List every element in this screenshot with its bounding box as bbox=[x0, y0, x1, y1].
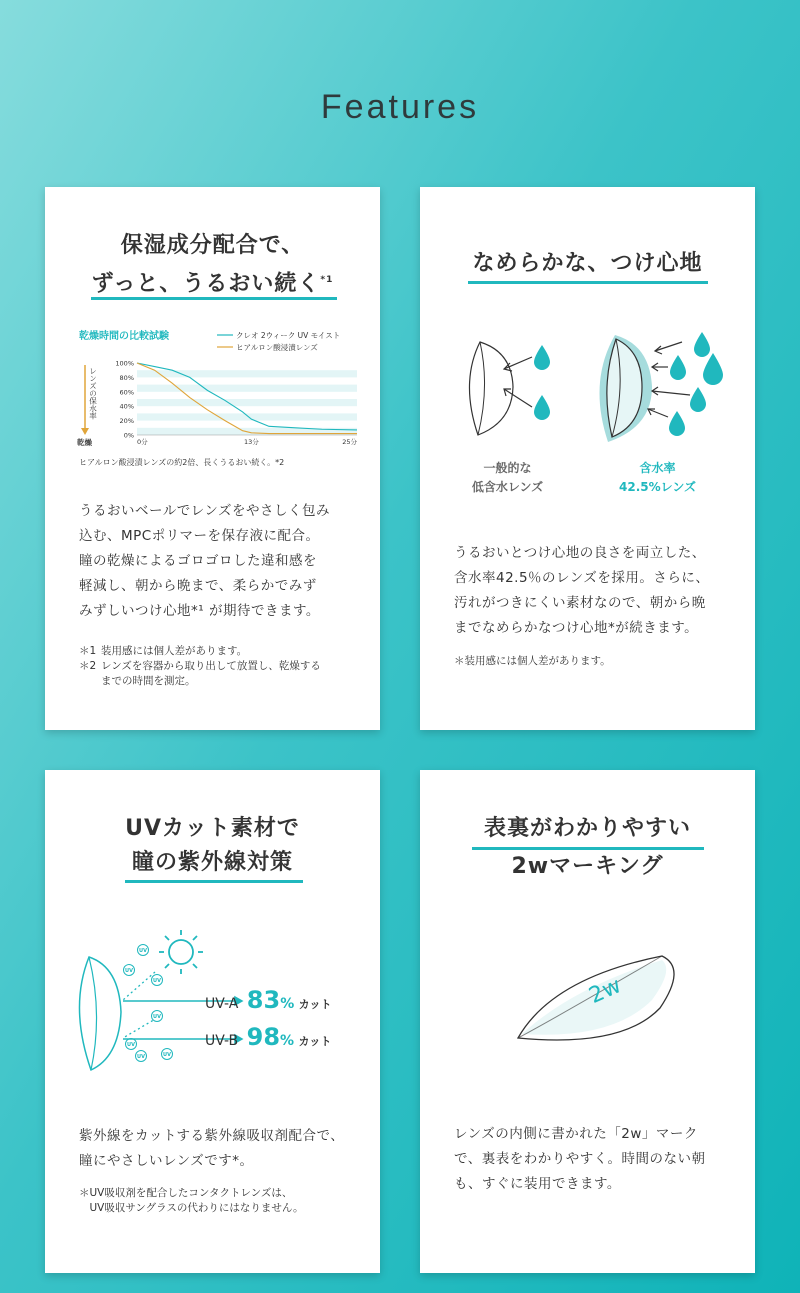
feature-card-marking bbox=[420, 770, 755, 1273]
uvb-label: UV-B bbox=[205, 1033, 239, 1049]
card1-notes bbox=[79, 644, 369, 689]
note-text: までの時間を測定。 bbox=[101, 675, 196, 687]
x-tick-label: 13分 bbox=[244, 438, 259, 446]
uva-label: UV-A bbox=[205, 996, 239, 1012]
card3-body-line: 紫外線をカットする紫外線吸収剤配合で、 bbox=[79, 1128, 345, 1144]
uvb-unit: % bbox=[280, 1033, 295, 1049]
lens-marking-illustration bbox=[512, 948, 692, 1058]
x-tick-label: 25分 bbox=[342, 438, 357, 446]
chart-band bbox=[137, 385, 357, 392]
card1-heading-line1: 保湿成分配合で、 bbox=[120, 233, 305, 258]
y-tick-label: 100% bbox=[115, 359, 134, 368]
uv-badge-label: UV bbox=[137, 1054, 145, 1060]
uv-badge-label: UV bbox=[125, 968, 133, 974]
card4-heading-line2: 2wマーキング bbox=[511, 854, 664, 879]
feature-card-uv bbox=[45, 770, 380, 1273]
y-axis-label: レンズの保水率 bbox=[88, 367, 98, 420]
uva-unit: % bbox=[280, 996, 295, 1012]
x-tick-label: 0分 bbox=[137, 438, 148, 446]
card1-body-line: みずしいつけ心地*¹ が期待できます。 bbox=[79, 603, 320, 619]
card1-heading-underline bbox=[91, 297, 337, 300]
uvb-cut-row bbox=[205, 1023, 331, 1051]
card1-heading-line2: ずっと、うるおい続く$^{*1}$ bbox=[91, 271, 334, 297]
card3-heading-line1: UVカット素材で bbox=[125, 816, 300, 841]
high-water-lens-label bbox=[590, 459, 725, 497]
card1-body-line: 軽減し、朝から晩まで、柔らかでみず bbox=[79, 578, 317, 594]
card2-body-line: までなめらかなつけ心地*が続きます。 bbox=[454, 620, 699, 636]
card2-body-line: うるおいとつけ心地の良さを両立した、 bbox=[454, 545, 706, 561]
moisture-chart bbox=[75, 325, 365, 475]
chart-band bbox=[137, 399, 357, 406]
page-title: Features bbox=[320, 88, 480, 126]
legend-label-0: クレオ 2ウィーク UV モイスト bbox=[236, 331, 341, 340]
uv-badge-label: UV bbox=[153, 978, 161, 984]
card4-body-line: で、裏表をわかりやすく。時間のない朝 bbox=[454, 1151, 706, 1167]
card3-body bbox=[79, 1124, 374, 1174]
card2-heading: なめらかな、つけ心地 bbox=[472, 251, 703, 276]
uv-badge-label: UV bbox=[153, 1014, 161, 1020]
feature-card-comfort bbox=[420, 187, 755, 730]
uv-badge-label: UV bbox=[127, 1042, 135, 1048]
feature-card-moisture bbox=[45, 187, 380, 730]
low-water-lens-label bbox=[440, 459, 575, 497]
uvb-value: 98 bbox=[246, 1023, 281, 1051]
legend-label-1: ヒアルロン酸浸漬レンズ bbox=[236, 343, 318, 352]
chart-caption: ヒアルロン酸浸漬レンズの約2倍、長くうるおい続く。*2 bbox=[79, 458, 285, 467]
card4-body-line: レンズの内側に書かれた「2w」マーク bbox=[454, 1126, 698, 1142]
card4-body bbox=[454, 1122, 744, 1197]
label-line: 一般的な bbox=[483, 461, 532, 475]
contact-lens-icon bbox=[79, 957, 121, 1070]
y-tick-label: 40% bbox=[119, 402, 134, 411]
card1-body bbox=[79, 499, 369, 624]
card1-body-line: うるおいベールでレンズをやさしく包み bbox=[79, 503, 330, 519]
card3-notes bbox=[79, 1186, 374, 1216]
lens-comparison-illustration bbox=[420, 327, 755, 457]
label-line: 低含水レンズ bbox=[471, 480, 544, 494]
chart-band bbox=[137, 370, 357, 377]
card2-note: ＊装用感には個人差があります。 bbox=[454, 655, 611, 667]
note-mark: ＊1 bbox=[79, 645, 97, 657]
note-text: レンズを容器から取り出して放置し、乾燥する bbox=[101, 660, 321, 672]
chart-title: 乾燥時間の比較試験 bbox=[79, 331, 169, 342]
note-line: ＊UV吸収剤を配合したコンタクトレンズは、 bbox=[79, 1187, 293, 1199]
y-tick-label: 20% bbox=[119, 417, 134, 426]
sun-icon bbox=[159, 930, 203, 974]
label-line: 含水率 bbox=[639, 461, 676, 475]
uva-cut-row bbox=[205, 986, 332, 1014]
water-drop-icon bbox=[534, 345, 550, 420]
note-mark: ＊2 bbox=[79, 660, 97, 672]
y-tick-label: 60% bbox=[119, 388, 134, 397]
y-tick-label: 80% bbox=[119, 373, 134, 382]
card2-body-line: 汚れがつきにくい素材なので、朝から晩 bbox=[454, 595, 706, 611]
uv-badge-label: UV bbox=[139, 948, 147, 954]
dryness-arrow-head bbox=[81, 428, 89, 435]
uva-value: 83 bbox=[246, 986, 281, 1014]
chart-band bbox=[137, 413, 357, 420]
card2-heading-underline bbox=[468, 281, 708, 284]
card3-heading-line2: 瞳の紫外線対策 bbox=[131, 850, 293, 875]
uv-badge-label: UV bbox=[163, 1052, 171, 1058]
card1-body-line: 瞳の乾燥によるゴロゴロした違和感を bbox=[79, 553, 317, 569]
lens-2w-mark: 2w bbox=[585, 973, 625, 1010]
card1-body-line: 込む、MPCポリマーを保存液に配合。 bbox=[79, 528, 320, 544]
note-text: 装用感には個人差があります。 bbox=[101, 645, 248, 657]
note-line: UV吸収サングラスの代わりにはなりません。 bbox=[79, 1202, 304, 1214]
high-water-lens-icon bbox=[599, 335, 652, 442]
card3-body-line: 瞳にやさしいレンズです*。 bbox=[79, 1153, 254, 1169]
card2-body bbox=[454, 541, 744, 641]
card3-heading-underline bbox=[125, 880, 303, 883]
label-line: 42.5%レンズ bbox=[619, 480, 696, 494]
card4-body-line: も、すぐに装用できます。 bbox=[454, 1176, 621, 1192]
uvb-suffix: カット bbox=[298, 1035, 332, 1048]
uva-suffix: カット bbox=[298, 998, 332, 1011]
y-tick-label: 0% bbox=[123, 431, 134, 440]
card2-body-line: 含水率42.5％のレンズを採用。さらに、 bbox=[454, 570, 710, 586]
right-arrows-icon bbox=[648, 342, 690, 417]
dryness-label: 乾燥 bbox=[77, 438, 92, 447]
water-drop-icon bbox=[669, 332, 723, 436]
card4-heading-line1: 表裏がわかりやすい bbox=[483, 816, 691, 841]
